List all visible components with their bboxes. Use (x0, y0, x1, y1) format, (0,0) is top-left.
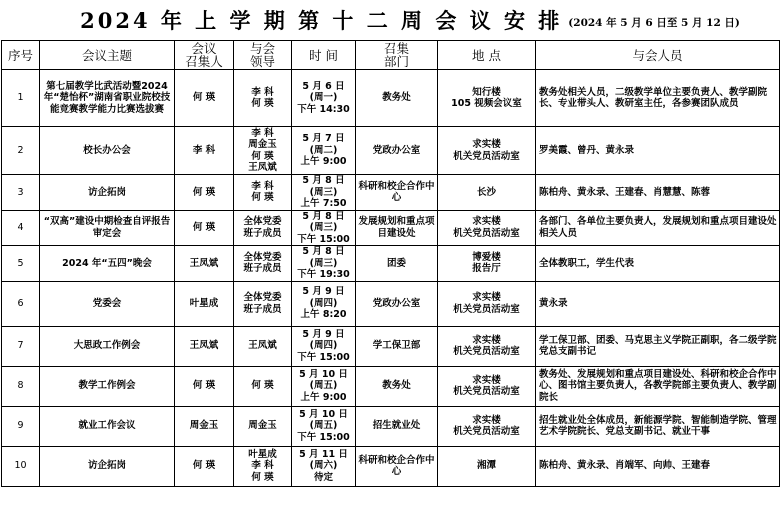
cell-leader: 全体党委 班子成员 (234, 210, 292, 246)
cell-convener: 李 科 (175, 127, 234, 175)
cell-topic: “双高”建设中期检查自评报告审定会 (40, 210, 175, 246)
table-row (2, 175, 780, 211)
cell-dept: 党政办公室 (356, 127, 438, 175)
cell-no: 10 (2, 446, 40, 486)
header-no: 序号 (2, 41, 40, 70)
cell-attendees: 教务处、发展规划和重点项目建设处、科研和校企合作中心、图书馆主要负责人，各教学院部主要负责人、教学副院长 (536, 366, 780, 406)
cell-attendees: 陈柏舟、黄永录、肖端军、向帅、王建春 (536, 446, 780, 486)
cell-time: 5 月 6 日 (周一) 下午 14:30 (292, 70, 356, 127)
cell-attendees: 罗美霞、曾丹、黄永录 (536, 127, 780, 175)
cell-place: 知行楼 105 视频会议室 (438, 70, 536, 127)
table-row (2, 446, 780, 486)
cell-convener: 王凤斌 (175, 326, 234, 366)
cell-topic: 访企拓岗 (40, 446, 175, 486)
cell-attendees: 学工保卫部、团委、马克思主义学院正副职，各二级学院党总支副书记 (536, 326, 780, 366)
table-row (2, 366, 780, 406)
cell-convener: 何 瑛 (175, 70, 234, 127)
header-attendees: 与会人员 (536, 41, 780, 70)
cell-leader: 王凤斌 (234, 326, 292, 366)
header-leader: 与会 领导 (234, 41, 292, 70)
cell-leader: 全体党委 班子成员 (234, 281, 292, 326)
table-row (2, 70, 780, 127)
cell-dept: 发展规划和重点项目建设处 (356, 210, 438, 246)
cell-convener: 叶星成 (175, 281, 234, 326)
cell-topic: 就业工作会议 (40, 406, 175, 446)
cell-leader: 叶星成 李 科 何 瑛 (234, 446, 292, 486)
cell-no: 4 (2, 210, 40, 246)
cell-dept: 团委 (356, 246, 438, 282)
cell-topic: 党委会 (40, 281, 175, 326)
page-title: 2024 年 上 学 期 第 十 二 周 会 议 安 排 (80, 8, 563, 33)
cell-place: 求实楼 机关党员活动室 (438, 127, 536, 175)
cell-time: 5 月 10 日 (周五) 上午 9:00 (292, 366, 356, 406)
cell-leader: 李 科 何 瑛 (234, 175, 292, 211)
cell-time: 5 月 10 日 (周五) 下午 15:00 (292, 406, 356, 446)
cell-dept: 学工保卫部 (356, 326, 438, 366)
cell-no: 6 (2, 281, 40, 326)
cell-topic: 访企拓岗 (40, 175, 175, 211)
cell-place: 求实楼 机关党员活动室 (438, 281, 536, 326)
cell-attendees: 陈柏舟、黄永录、王建春、肖慧慧、陈蓉 (536, 175, 780, 211)
cell-place: 求实楼 机关党员活动室 (438, 406, 536, 446)
table-row (2, 246, 780, 282)
cell-attendees: 招生就业处全体成员，新能源学院、智能制造学院、管理艺术学院院长、党总支副书记、就业干事 (536, 406, 780, 446)
cell-time: 5 月 8 日 (周三) 下午 19:30 (292, 246, 356, 282)
cell-no: 5 (2, 246, 40, 282)
header-convener: 会议 召集人 (175, 41, 234, 70)
cell-dept: 教务处 (356, 366, 438, 406)
cell-time: 5 月 9 日 (周四) 下午 15:00 (292, 326, 356, 366)
cell-time: 5 月 7 日 (周二) 上午 9:00 (292, 127, 356, 175)
table-row (2, 406, 780, 446)
cell-convener: 周金玉 (175, 406, 234, 446)
cell-no: 3 (2, 175, 40, 211)
cell-attendees: 全体教职工，学生代表 (536, 246, 780, 282)
header-row (2, 41, 780, 70)
cell-no: 2 (2, 127, 40, 175)
cell-time: 5 月 8 日 (周三) 上午 7:50 (292, 175, 356, 211)
header-dept: 召集 部门 (356, 41, 438, 70)
date-range: (2024 年 5 月 6 日至 5 月 12 日) (568, 16, 740, 29)
cell-leader: 何 瑛 (234, 366, 292, 406)
schedule-table (1, 40, 780, 487)
header-time: 时 间 (292, 41, 356, 70)
title-row (0, 0, 780, 40)
cell-place: 求实楼 机关党员活动室 (438, 366, 536, 406)
cell-convener: 何 瑛 (175, 175, 234, 211)
cell-place: 求实楼 机关党员活动室 (438, 210, 536, 246)
header-place: 地 点 (438, 41, 536, 70)
cell-convener: 何 瑛 (175, 446, 234, 486)
cell-leader: 李 科 何 瑛 (234, 70, 292, 127)
cell-topic: 教学工作例会 (40, 366, 175, 406)
cell-no: 1 (2, 70, 40, 127)
cell-leader: 全体党委 班子成员 (234, 246, 292, 282)
cell-place: 求实楼 机关党员活动室 (438, 326, 536, 366)
cell-topic: 校长办公会 (40, 127, 175, 175)
table-row (2, 281, 780, 326)
cell-attendees: 教务处相关人员，二级教学单位主要负责人、教学副院长、专业带头人、教研室主任，各参赛团队成员 (536, 70, 780, 127)
cell-dept: 科研和校企合作中心 (356, 446, 438, 486)
cell-convener: 何 瑛 (175, 366, 234, 406)
cell-time: 5 月 8 日 (周三) 下午 15:00 (292, 210, 356, 246)
cell-leader: 周金玉 (234, 406, 292, 446)
cell-convener: 何 瑛 (175, 210, 234, 246)
cell-no: 8 (2, 366, 40, 406)
cell-no: 9 (2, 406, 40, 446)
cell-dept: 党政办公室 (356, 281, 438, 326)
cell-attendees: 各部门、各单位主要负责人，发展规划和重点项目建设处相关人员 (536, 210, 780, 246)
cell-leader: 李 科 周金玉 何 瑛 王凤斌 (234, 127, 292, 175)
cell-time: 5 月 11 日 (周六) 待定 (292, 446, 356, 486)
cell-attendees: 黄永录 (536, 281, 780, 326)
cell-dept: 教务处 (356, 70, 438, 127)
cell-convener: 王凤斌 (175, 246, 234, 282)
cell-dept: 科研和校企合作中心 (356, 175, 438, 211)
cell-place: 湘潭 (438, 446, 536, 486)
table-row (2, 210, 780, 246)
cell-dept: 招生就业处 (356, 406, 438, 446)
table-row (2, 326, 780, 366)
cell-place: 博爱楼 报告厅 (438, 246, 536, 282)
cell-time: 5 月 9 日 (周四) 上午 8:20 (292, 281, 356, 326)
cell-topic: 2024 年“五四”晚会 (40, 246, 175, 282)
cell-topic: 大思政工作例会 (40, 326, 175, 366)
header-topic: 会议主题 (40, 41, 175, 70)
cell-place: 长沙 (438, 175, 536, 211)
cell-topic: 第七届教学比武活动暨2024年“楚怡杯”湖南省职业院校技能竞赛教学能力比赛选拔赛 (40, 70, 175, 127)
table-row (2, 127, 780, 175)
cell-no: 7 (2, 326, 40, 366)
